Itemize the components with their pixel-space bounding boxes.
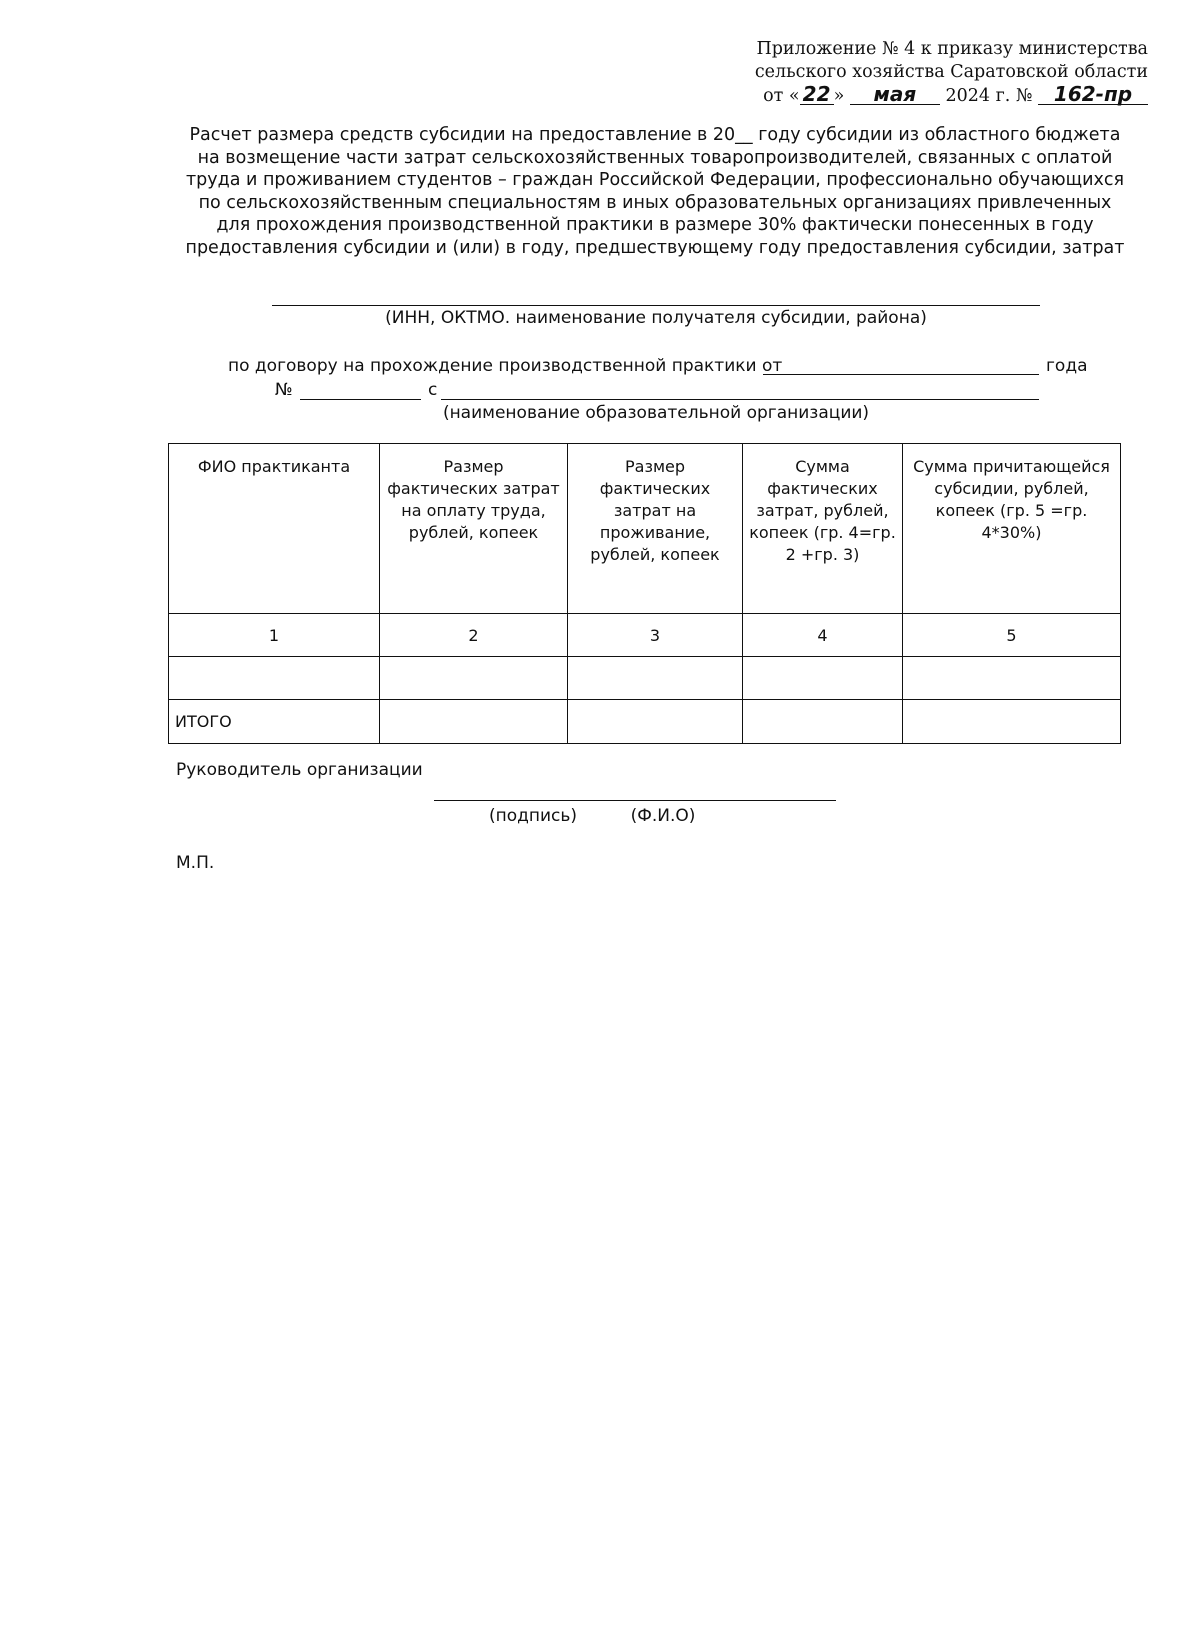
table-cell: [743, 657, 903, 700]
header-cell: ФИО практиканта: [169, 444, 380, 614]
header-cell: Размер фактических затрат на проживание, рублей, копеек: [568, 444, 743, 614]
table-header-row: [169, 444, 1121, 614]
column-number: 1: [169, 614, 380, 657]
appendix-line-1: Приложение № 4 к приказу министерства: [756, 39, 1148, 59]
table-cell: [169, 657, 380, 700]
column-number: 3: [568, 614, 743, 657]
appendix-line-2: сельского хозяйства Саратовской области: [754, 62, 1148, 82]
header-cell: Сумма причитающейся субсидии, рублей, копеек (гр. 5 =гр. 4*30%): [903, 444, 1121, 614]
recipient-caption: (ИНН, ОКТМО. наименование получателя субсидии, района): [385, 308, 927, 328]
organization-caption: (наименование образовательной организации): [442, 403, 870, 423]
order-number-handwritten: 162-пр: [1038, 84, 1148, 105]
table-cell: [903, 700, 1121, 744]
date-year: 2024 г. №: [945, 86, 1033, 106]
date-prefix: от «: [763, 86, 800, 106]
column-number: 2: [380, 614, 568, 657]
header-cell: Сумма фактических затрат, рублей, копеек (гр. 4=гр. 2 +гр. 3): [743, 444, 903, 614]
table-cell: [743, 700, 903, 744]
column-number-row: [169, 614, 1121, 657]
date-month-handwritten: мая: [850, 84, 940, 105]
head-of-organization-label: Руководитель организации: [176, 760, 423, 780]
table-cell: [568, 700, 743, 744]
contract-year-label: года: [1046, 356, 1088, 376]
signature-blank-line: [434, 800, 836, 801]
total-label: ИТОГО: [169, 700, 380, 744]
table-cell: [903, 657, 1121, 700]
column-number: 5: [903, 614, 1121, 657]
recipient-blank-line: [272, 305, 1040, 306]
column-number: 4: [743, 614, 903, 657]
date-mid: »: [833, 86, 845, 106]
total-row: [169, 700, 1121, 744]
document-title: Расчет размера средств субсидии на предоставление в 20__ году субсидии из областного бюджета на возмещение части затрат сельскохозяйственных товаропроизводителей, связанных с оплатой труда и проживанием студентов – граждан Российской Федерации, профессионально обучающихся по сельскохозяйственным специальностям в иных образовательных организациях привлеченных для прохождения производственной практики в размере 30% фактически понесенных в году предоставления субсидии и (или) в году, предшествующему году предоставления субсидии, затрат: [185, 125, 1125, 258]
subsidy-calculation-table: [168, 443, 1121, 744]
contract-number-blank: [300, 399, 421, 400]
stamp-place-label: М.П.: [176, 853, 215, 873]
table-cell: [380, 700, 568, 744]
table-cell: [380, 657, 568, 700]
header-cell: Размер фактических затрат на оплату труда, рублей, копеек: [380, 444, 568, 614]
table-cell: [568, 657, 743, 700]
appendix-date-line: [728, 84, 1148, 108]
table-row: [169, 657, 1121, 700]
signature-caption: (подпись): [488, 806, 578, 826]
date-day-handwritten: 22: [800, 84, 834, 105]
contract-with-label: с: [428, 380, 438, 400]
full-name-caption: (Ф.И.О): [630, 806, 696, 826]
contract-date-label: по договору на прохождение производственной практики от: [228, 356, 783, 376]
organization-blank-line: [441, 399, 1039, 400]
contract-number-label: №: [275, 380, 293, 400]
appendix-header: [728, 38, 1148, 108]
contract-date-blank: [763, 374, 1039, 375]
